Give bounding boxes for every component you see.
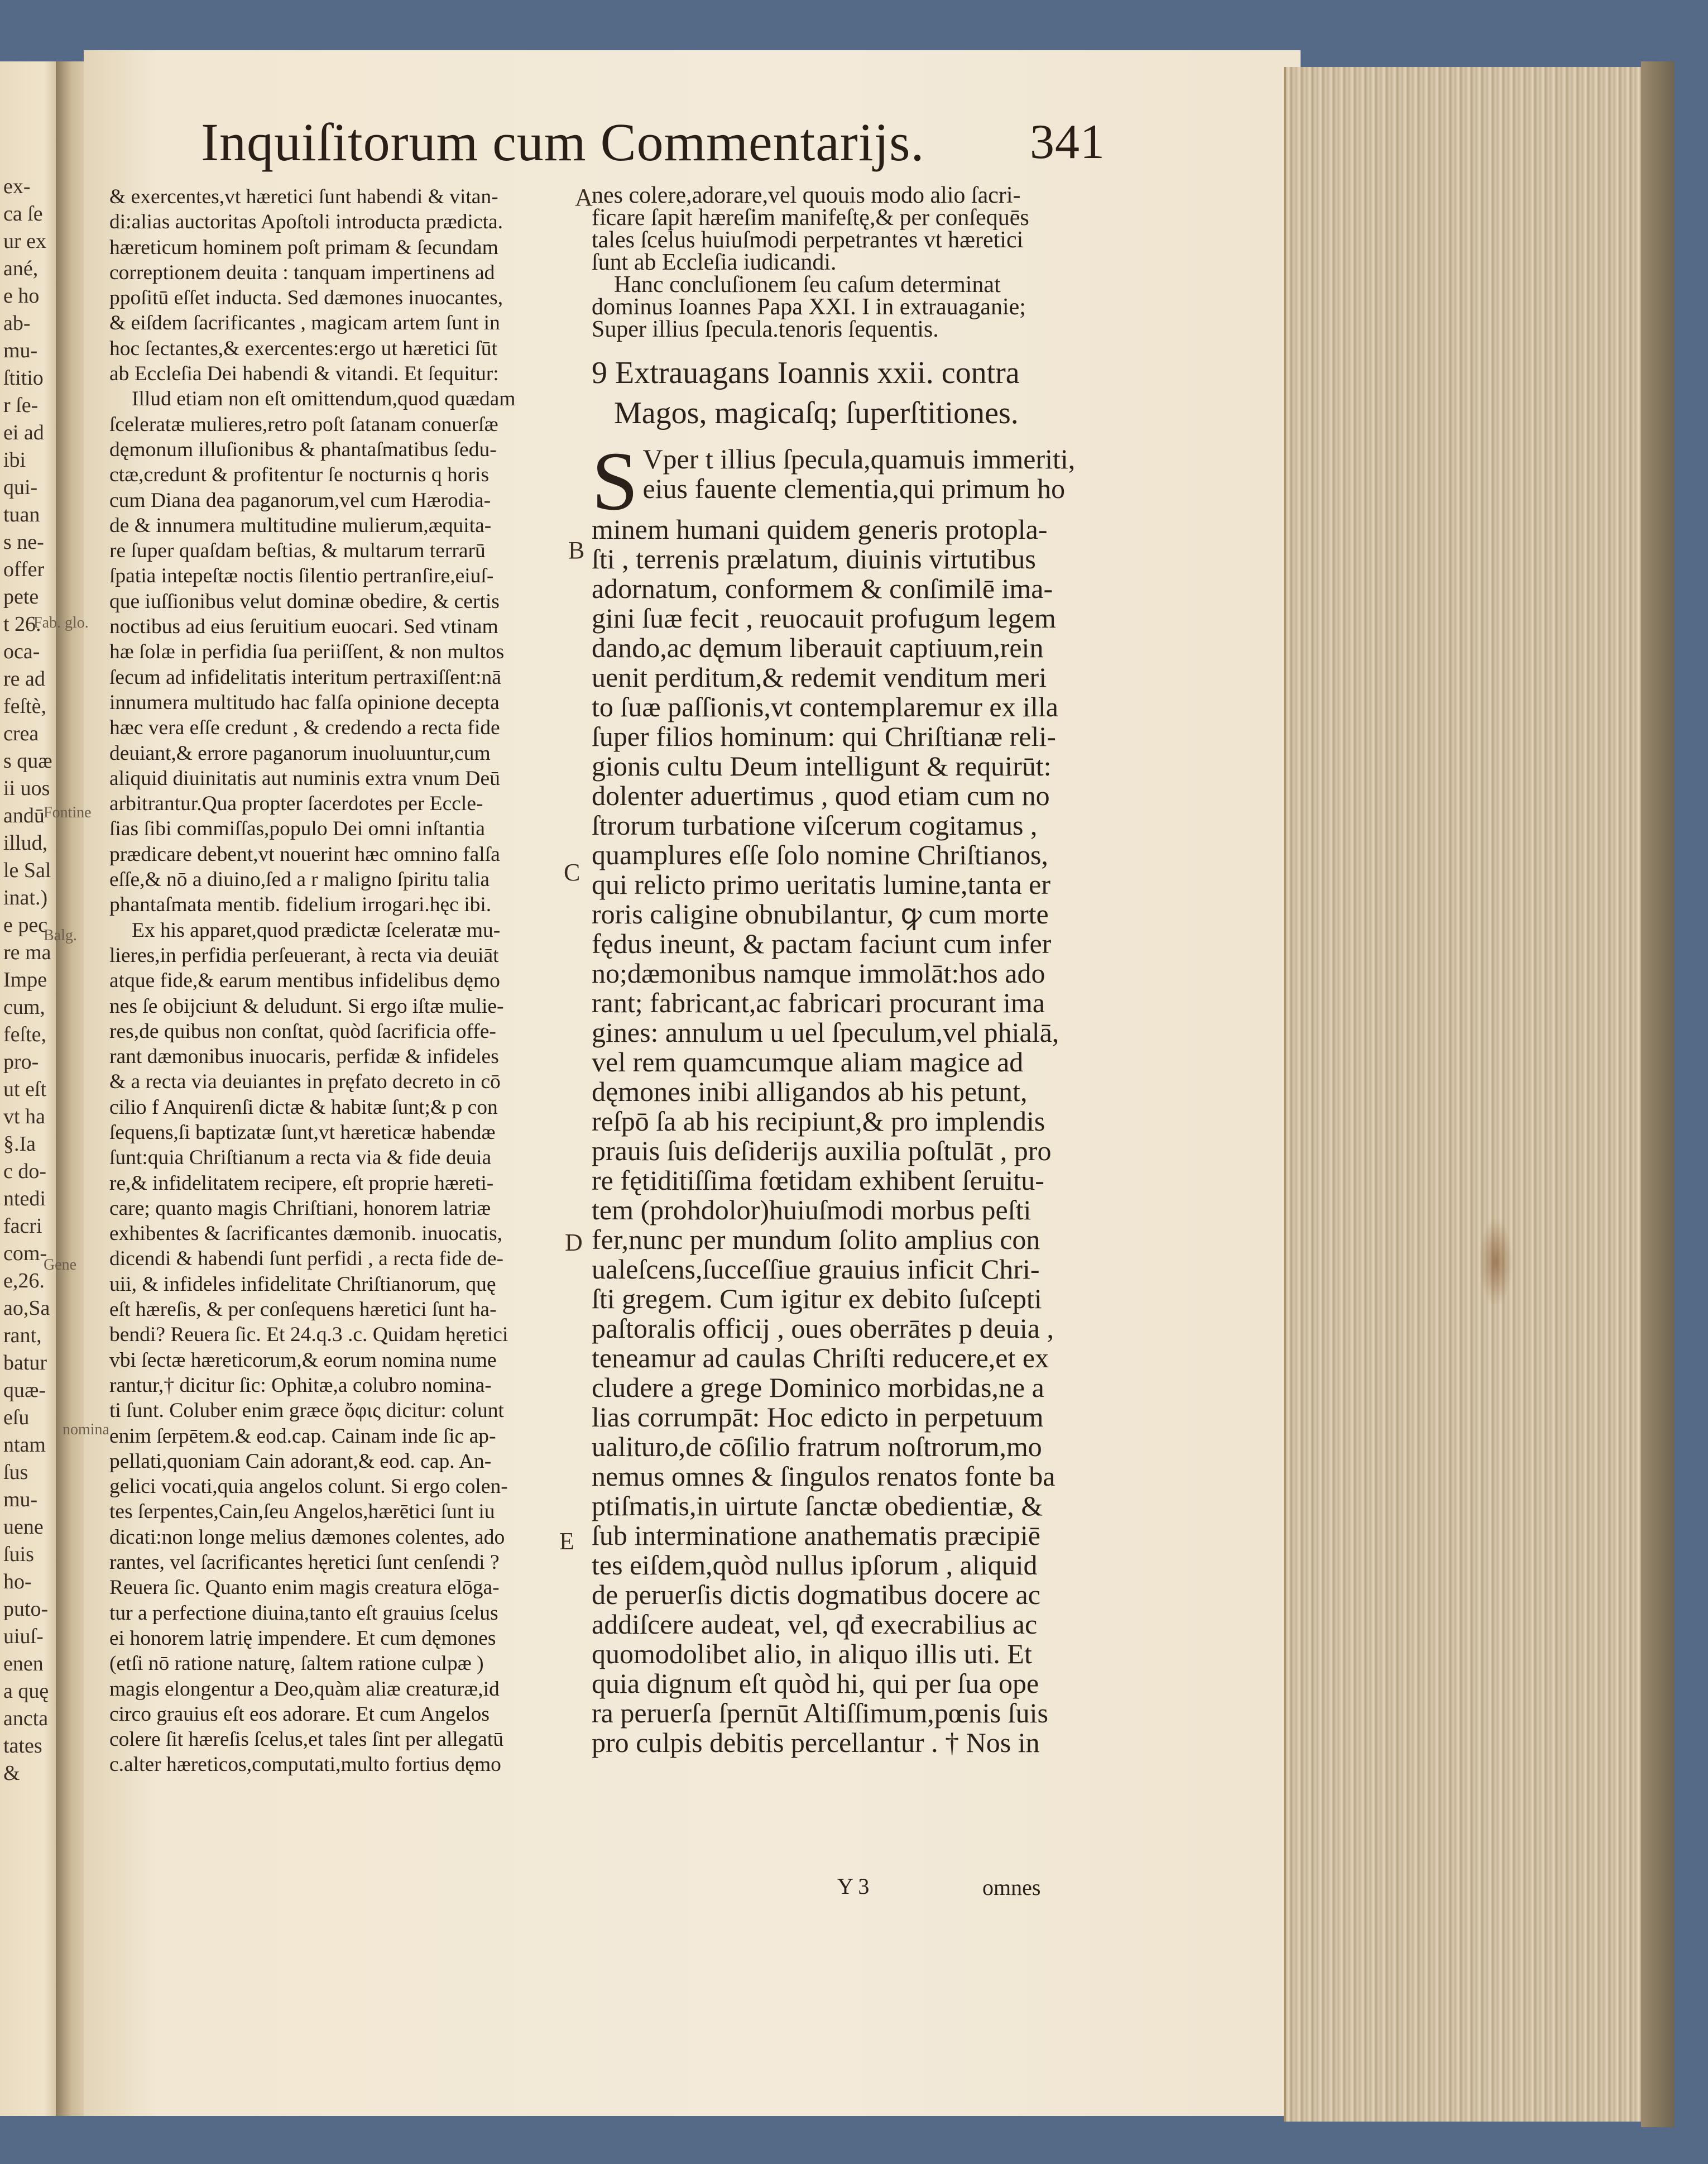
facing-page-fragment: a quę [3,1679,49,1703]
left-column-line: & a recta via deuiantes in pręfato decreto in cō [109,1070,501,1094]
facing-page-fragment: uene [3,1515,44,1539]
decree-line: tes eiſdem,quòd nullus ipſorum , aliquid [592,1549,1038,1581]
left-column-line: bendi? Reuera ſic. Et 24.q.3 .c. Quidam hęretici [109,1323,508,1347]
running-head [201,112,1105,173]
signature-mark: Y 3 [837,1874,870,1899]
paper-stain [1479,1217,1513,1306]
facing-page-fragment: eſu [3,1406,30,1429]
margin-note-1: Fab. glo. [33,614,89,631]
facing-page-fragment: ſus [3,1461,28,1484]
left-column-line: ſias ſibi commiſſas,populo Dei omni inſtantia [109,817,485,841]
right-top-line: dominus Ioannes Papa XXI. I in extrauaganie; [592,294,1026,320]
margin-note-5: nomina [63,1421,109,1438]
facing-page-fragment: ho- [3,1570,32,1593]
margin-note-4: Gene [44,1256,77,1273]
left-column-line: cum Diana dea paganorum,vel cum Hærodia- [109,489,491,512]
facing-page-fragment: com- [3,1242,47,1265]
facing-page-fragment: pro- [3,1050,39,1074]
facing-page-fragment: batur [3,1351,47,1375]
left-column-line: Ex his apparet,quod prædictæ ſceleratæ mu- [132,918,501,942]
facing-page-fragment: feſte, [3,1023,47,1046]
decree-second-line: eius fauente clementia,qui primum ho [642,473,1066,504]
right-top-line: nes colere,adorare,vel quouis modo alio ſacri- [592,183,1021,208]
left-column-line: re ſuper quaſdam beſtias, & multarum terrarū [109,539,486,563]
facing-page-fragment: quæ- [3,1378,46,1402]
left-column-line: eſſe,& nō a diuino,ſed a r maligno ſpiritu talia [109,868,490,892]
decree-line: no;dæmonibus namque immolāt:hos ado [592,957,1045,989]
left-column-line: ſpatia intepeſtæ noctis ſilentio pertranſire,eiuſ- [109,564,494,588]
left-column-line: ſceleratæ mulieres,retro poſt ſatanam conuerſæ [109,413,498,436]
decree-line: addiſcere audeat, vel, qđ execrabilius ac [592,1608,1038,1640]
left-column-line: re,& infidelitatem recipere, eſt proprie hæreti- [109,1171,494,1195]
left-column-line: nes ſe obijciunt & deludunt. Si ergo iſtæ mulie- [109,994,504,1018]
right-text-column [592,184,1094,1758]
facing-page-fragment: crea [3,722,39,745]
left-column-line: que iuſſionibus velut dominæ obedire, & certis [109,590,500,613]
facing-page-fragment: tuan [3,503,40,526]
left-column-line: rant dæmonibus inuocaris, perfidæ & infideles [109,1045,499,1069]
facing-page-fragment: enen [3,1652,44,1675]
decree-line: ſuper filios hominum: qui Chriſtianæ reli- [592,721,1056,752]
right-top-line: Super illius ſpecula.tenoris ſequentis. [592,317,939,342]
facing-page-edge [0,61,63,2116]
right-top-line: tales ſcelus huiuſmodi perpetrantes vt hæretici [592,227,1024,253]
left-column-line: aliquid diuinitatis aut numinis extra vnum Deū [109,767,500,790]
right-top-text [592,184,1094,341]
facing-page-fragment: tates [3,1734,42,1758]
left-column-line: dicendi & habendi ſunt perfidi , a recta fide de- [109,1247,503,1271]
facing-page-fragment: r ſe- [3,394,39,417]
left-column-line: (etſi nō ratione naturę, ſaltem ratione culpæ ) [109,1652,484,1675]
left-column-line: enim ſerpētem.& eod.cap. Cainam inde ſic ap- [109,1424,496,1448]
right-top-line: ficare ſapit hæreſim manifeſtę,& per conſequēs [592,205,1029,231]
decree-line: ſti gregem. Cum igitur ex debito ſuſcepti [592,1283,1042,1314]
decree-first-line: Vper t illius ſpecula,quamuis immeriti, [642,443,1076,475]
decree-line: ptiſmatis,in uirtute ſanctæ obedientiæ, & [592,1490,1043,1521]
decree-line: minem humani quidem generis protopla- [592,514,1048,545]
decree-line: de peruerſis dictis dogmatibus docere ac [592,1579,1040,1610]
facing-page-fragment: offer [3,558,45,581]
left-column-line: ſunt:quia Chriſtianum a recta via & fide deuia [109,1146,492,1170]
left-column-line: pellati,quoniam Cain adorant,& eod. cap. An- [109,1449,492,1473]
decree-line: dando,ac dęmum liberauit captiuum,rein [592,632,1044,663]
left-column-line: rantur,† dicitur ſic: Ophitæ,a colubro nomina- [109,1373,492,1397]
facing-page-fragment: ané, [3,257,39,280]
left-column-line: lieres,in perfidia perſeuerant, à recta via deuiāt [109,944,499,967]
facing-page-fragment: ntedi [3,1187,46,1210]
decree-heading [592,353,1094,433]
facing-page-fragment: inat.) [3,886,48,909]
left-column-line: ſecum ad infidelitatis interitum pertraxiſſent:nā [109,666,501,689]
left-column-line: rantes, vel ſacrificantes hęretici ſunt cenſendi ? [109,1551,500,1574]
facing-page-fragment: feſtè, [3,695,47,718]
facing-page-fragment: re ad [3,667,45,691]
decree-line: teneamur ad caulas Chriſti reducere,et ex [592,1342,1049,1373]
facing-page-fragment: ii uos [3,777,50,800]
decree-line: gini ſuæ fecit , reuocauit profugum legem [592,602,1056,634]
facing-page-fragment: oca- [3,640,40,663]
left-column-line: tur a perfectione diuina,tanto eſt grauius ſcelus [109,1601,498,1625]
margin-note-2: Fontine [44,804,92,821]
section-letter-a: A [575,184,593,211]
decree-line: ualeſcens,ſucceſſiue grauius inficit Chri- [592,1253,1040,1285]
facing-page-fragment: mu- [3,339,38,362]
facing-page-fragment: t 26. [3,612,41,636]
left-column-line: exhibentes & ſacrificantes dæmonib. inuocatis, [109,1222,502,1246]
section-letter-d: D [565,1229,583,1256]
decree-line: to ſuæ paſſionis,vt contemplaremur ex illa [592,691,1058,722]
facing-page-fragment: & [3,1761,20,1785]
decree-line: nemus omnes & ſingulos renatos fonte ba [592,1461,1055,1492]
decree-line: fędus ineunt, & pactam faciunt cum infer [592,928,1052,959]
decree-line: lias corrumpāt: Hoc edicto in perpetuum [592,1401,1044,1433]
heading-line-1: 9 Extrauagans Ioannis xxii. contra [592,356,1020,390]
decree-line: ualituro,de cōſilio fratrum noſtrorum,mo [592,1431,1042,1462]
left-column-line: innumera multitudo hac falſa opinione decepta [109,691,500,714]
margin-note-3: Balg. [44,927,77,944]
facing-page-fragments [3,173,59,1787]
running-head-title: Inquiſitorum cum Commentarijs. [201,112,925,172]
decree-line: adornatum, conformem & conſimilē ima- [592,573,1053,604]
left-column-line: de & innumera multitudine mulierum,æquita- [109,514,492,537]
decree-text [592,435,1094,1758]
facing-page-fragment: s quæ [3,749,52,773]
right-top-line: ſunt ab Eccleſia iudicandi. [592,250,837,275]
facing-page-fragment: ſtitio [3,366,44,390]
left-column-line: tes ſerpentes,Cain,ſeu Angelos,hærētici ſunt iu [109,1500,495,1524]
facing-page-fragment: ei ad [3,421,44,444]
facing-page-fragment: ur ex [3,229,47,253]
decree-line: ſub interminatione anathematis præcipiē [592,1520,1040,1551]
decree-line: rant; fabricant,ac fabricari procurant ima [592,987,1045,1018]
facing-page-fragment: ao,Sa [3,1296,50,1320]
left-column-line: ſequens,ſi baptizatæ ſunt,vt hæreticæ habendæ [109,1121,496,1144]
decree-line: ra peruerſa ſpernūt Altiſſimum,pœnis ſuis [592,1697,1048,1729]
left-column-line: noctibus ad eius ſeruitium euocari. Sed vtinam [109,615,498,639]
decree-line: dolenter aduertimus , quod etiam cum no [592,780,1050,811]
page-block-edges [1284,67,1643,2122]
book-cover-edge [1641,61,1675,2127]
facing-page-fragment: ab- [3,312,31,335]
decree-line: roris caligine obnubilantur, ꝙ cum morte [592,898,1049,930]
facing-page-fragment: Impe [3,968,47,992]
left-column-line: hæreticum hominem poſt primam & ſecundam [109,236,498,259]
left-text-column [109,184,550,1778]
left-column-line: prædicare debent,vt nouerint hæc omnino falſa [109,842,500,866]
left-column-line: uii, & infideles infidelitate Chriſtianorum, quę [109,1272,496,1296]
page-number: 341 [1030,115,1105,169]
left-column-line: hæ ſolæ in perfidia ſua periiſſent, & non multos [109,640,505,664]
facing-page-fragment: mu- [3,1488,38,1511]
facing-page-fragment: ancta [3,1707,49,1730]
decree-line: fer,nunc per mundum ſolito amplius con [592,1224,1040,1255]
left-column-line: ti ſunt. Coluber enim græce ὄφις dicitur: colunt [109,1399,504,1423]
left-column-line: arbitrantur.Qua propter ſacerdotes per Eccle- [109,792,483,816]
left-column-line: ei honorem latrię impendere. Et cum dęmones [109,1626,496,1650]
right-top-line: Hanc concluſionem ſeu caſum determinat [614,272,1001,298]
left-column-line: dęmonum illuſionibus & phantaſmatibus ſedu- [109,438,497,461]
decree-line: gionis cultu Deum intelligunt & requirūt: [592,750,1052,782]
left-column-line: deuiant,& errore paganorum inuoluuntur,cum [109,741,491,765]
decree-line: quamplures eſſe ſolo nomine Chriſtianos, [592,839,1048,870]
decree-line: paſtoralis officij , oues oberrātes p deuia , [592,1313,1054,1344]
left-column-line: hæc vera eſſe credunt , & credendo a recta fide [109,716,500,740]
section-letter-c: C [564,859,580,886]
decree-line: tem (prohdolor)huiuſmodi morbus peſti [592,1194,1031,1225]
decree-line: gines: annulum u uel ſpeculum,vel phialā, [592,1017,1059,1048]
left-column-line: di:alias auctoritas Apoſtoli introducta prædicta. [109,210,503,234]
left-column-line: hoc ſectantes,& exercentes:ergo ut hæretici ſūt [109,337,497,360]
decree-line: re fętiditiſſima fœtidam exhibent ſeruitu- [592,1165,1044,1196]
heading-line-2: Magos, magicaſq; ſuperſtitiones. [614,396,1019,430]
decree-line: cludere a grege Dominico morbidas,ne a [592,1372,1044,1403]
left-column-line: res,de quibus non conſtat, quòd ſacrificia offe- [109,1019,496,1043]
facing-page-fragment: facri [3,1214,42,1238]
drop-cap: S [592,435,639,528]
facing-page-fragment: puto- [3,1597,49,1621]
facing-page-fragment: ex- [3,175,31,198]
decree-line: ſti , terrenis prælatum, diuinis virtutibus [592,543,1036,574]
decree-line: prauis ſuis deſiderijs auxilia poſtulāt , pro [592,1135,1052,1166]
left-column-line: dicati:non longe melius dæmones colentes, ado [109,1525,505,1549]
facing-page-fragment: ntam [3,1433,46,1457]
decree-line: ſtrorum turbatione viſcerum cogitamus , [592,810,1038,841]
left-column-line: Reuera ſic. Quanto enim magis creatura elōga- [109,1576,500,1600]
facing-page-fragment: ca ſe [3,202,43,226]
facing-page-fragment: e ho [3,284,40,308]
facing-page-fragment: ut eſt [3,1078,47,1101]
left-column-line: & exercentes,vt hæretici ſunt habendi & vitan- [109,185,498,208]
left-column-line: colere ſit hæreſis ſcelus,et tales ſint per allegatū [109,1728,503,1751]
facing-page-fragment: pete [3,585,39,609]
left-column-line: magis elongentur a Deo,quàm aliæ creaturæ,id [109,1677,500,1701]
left-column-line: gelici vocati,quia angelos colunt. Si ergo colen- [109,1475,508,1498]
decree-line: reſpō ſa ab his recipiunt,& pro implendis [592,1105,1045,1137]
decree-line: qui relicto primo ueritatis lumine,tanta er [592,869,1050,900]
facing-page-fragment: e pec [3,913,48,937]
left-column-line: ctæ,credunt & profitentur ſe nocturnis q horis [109,463,490,487]
facing-page-fragment: e,26. [3,1269,45,1292]
section-letter-e: E [559,1528,574,1555]
left-column-line: c.alter hæreticos,computati,multo fortius dęmo [109,1753,501,1777]
facing-page-fragment: andū [3,804,45,827]
decree-body [592,515,1094,1758]
facing-page-fragment: ibi [3,448,26,472]
left-column-line: cilio f Anquirenſi dictæ & habitæ ſunt;& p con [109,1095,498,1119]
facing-page-fragment: s ne- [3,530,44,554]
left-column-line: & eiſdem ſacrificantes , magicam artem ſunt in [109,312,500,335]
facing-page-fragment: re ma [3,941,51,964]
decree-line: pro culpis debitis percellantur . † Nos in [592,1727,1040,1758]
decree-line: uenit perditum,& redemit venditum meri [592,662,1047,693]
decree-line: vel rem quamcumque aliam magice ad [592,1046,1024,1078]
catchword: omnes [982,1875,1041,1900]
left-column-line: atque fide,& earum mentibus infidelibus dęmo [109,969,500,993]
facing-page-fragment: c do- [3,1160,47,1183]
left-column-line: vbi ſectæ hæreticorum,& eorum nomina nume [109,1348,497,1372]
decree-line: quomodolibet alio, in aliquo illis uti. Et [592,1638,1032,1669]
facing-page-fragment: vt ha [3,1105,45,1128]
facing-page-fragment: uiuſ- [3,1625,44,1648]
facing-page-fragment: qui- [3,476,38,499]
left-column-line: ppoſitū eſſet inducta. Sed dæmones inuocantes, [109,286,503,310]
facing-page-fragment: ſuis [3,1543,34,1566]
decree-line: quia dignum eſt quòd hi, qui per ſua ope [592,1668,1039,1699]
decree-line: dęmones inibi alligandos ab his petunt, [592,1076,1028,1107]
facing-page-fragment: cum, [3,995,45,1019]
left-column-line: circo grauius eſt eos adorare. Et cum Angelos [109,1702,490,1726]
section-letter-b: B [568,537,585,564]
facing-page-fragment: le Sal [3,859,51,882]
left-column-line: ab Eccleſia Dei habendi & vitandi. Et ſequitur: [109,362,499,386]
left-column-line: Illud etiam non eſt omittendum,quod quædam [132,387,516,411]
left-column-line: phantaſmata mentib. fidelium irrogari.hęc ibi. [109,893,492,917]
left-column-line: correptionem deuita : tanquam impertinens ad [109,261,495,284]
left-column-line: eſt hæreſis, & per conſequens hæretici ſunt ha- [109,1298,497,1322]
facing-page-fragment: illud, [3,831,48,855]
facing-page-fragment: §.Ia [3,1132,36,1156]
left-column-line: care; quanto magis Chriſtiani, honorem latriæ [109,1196,491,1220]
facing-page-fragment: rant, [3,1324,42,1347]
